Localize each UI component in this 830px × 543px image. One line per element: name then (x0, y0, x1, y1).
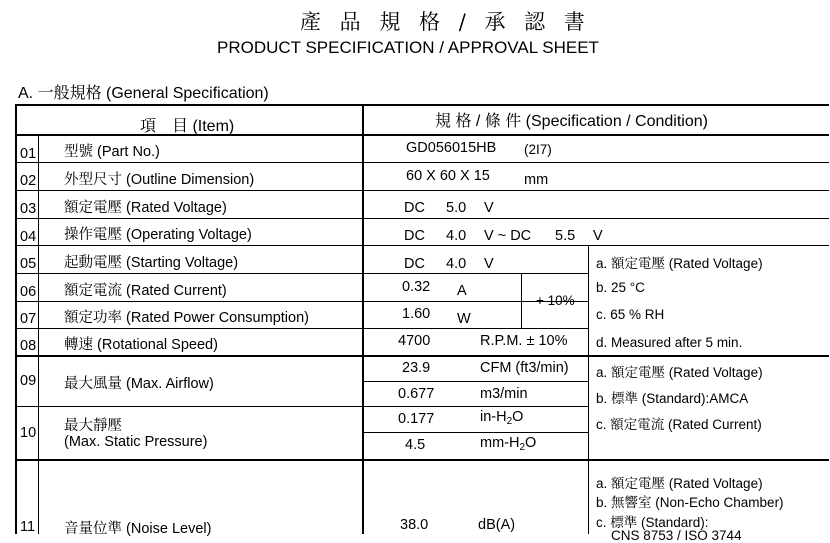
item-label: 操作電壓 (Operating Voltage) (64, 227, 252, 243)
rated-power-unit: W (457, 311, 471, 327)
note-line: b. 25 °C (596, 280, 645, 295)
item-label: 起動電壓 (Starting Voltage) (64, 255, 239, 271)
airflow-cfm-unit: CFM (ft3/min) (480, 360, 569, 376)
note-line: c. 額定電流 (Rated Current) (596, 417, 762, 432)
note-line: d. Measured after 5 min. (596, 335, 743, 350)
speed-value: 4700 (398, 333, 431, 349)
row-number: 11 (20, 519, 36, 535)
operating-voltage-max: 5.5 (555, 228, 576, 244)
operating-voltage-unit2: V (593, 228, 603, 244)
row-number: 06 (20, 284, 37, 300)
rated-voltage-value: 5.0 (446, 200, 467, 216)
column-header-spec: 規 格 / 條 件 (Specification / Condition) (435, 113, 708, 130)
starting-voltage-unit: V (484, 256, 494, 272)
item-label: 額定功率 (Rated Power Consumption) (64, 310, 309, 326)
page-title-cjk: 產 品 規 格 / 承 認 書 (300, 10, 591, 34)
page-title-en: PRODUCT SPECIFICATION / APPROVAL SHEET (217, 38, 599, 57)
item-label: 額定電壓 (Rated Voltage) (64, 200, 227, 216)
noise-unit: dB(A) (478, 517, 516, 533)
rated-current-unit: A (457, 283, 467, 299)
row-number: 04 (20, 229, 37, 245)
part-number-value: GD056015HB (406, 140, 497, 156)
airflow-cfm-value: 23.9 (402, 360, 431, 376)
operating-voltage-prefix: DC (404, 228, 425, 244)
operating-voltage-min: 4.0 (446, 228, 467, 244)
item-label: 型號 (Part No.) (64, 144, 160, 160)
dimension-unit: mm (524, 172, 549, 188)
note-line: b. 標準 (Standard):AMCA (596, 391, 749, 406)
item-label: 最大靜壓 (64, 418, 122, 434)
row-number: 08 (20, 338, 37, 354)
note-line: a. 額定電壓 (Rated Voltage) (596, 256, 763, 271)
row-number: 05 (20, 256, 37, 272)
rated-power-value: 1.60 (402, 306, 431, 322)
pressure-inh2o-value: 0.177 (398, 411, 435, 427)
tolerance-label: + 10% (536, 293, 575, 308)
row-number: 01 (20, 146, 37, 162)
airflow-m3-unit: m3/min (480, 386, 528, 402)
starting-voltage-prefix: DC (404, 256, 425, 272)
note-line: b. 無響室 (Non-Echo Chamber) (596, 495, 784, 510)
item-label: 外型尺寸 (Outline Dimension) (64, 172, 255, 188)
row-number: 07 (20, 311, 37, 327)
note-line: c. 標準 (Standard): (596, 515, 709, 530)
note-line: c. 65 % RH (596, 307, 665, 322)
dimension-value: 60 X 60 X 15 (406, 168, 490, 184)
note-line: a. 額定電壓 (Rated Voltage) (596, 365, 763, 380)
item-label: 最大風量 (Max. Airflow) (64, 376, 214, 392)
operating-voltage-unit: V ~ DC (484, 228, 532, 244)
rated-current-value: 0.32 (402, 279, 431, 295)
row-number: 03 (20, 201, 37, 217)
row-number: 09 (20, 373, 37, 389)
speed-unit: R.P.M. ± 10% (480, 333, 568, 349)
item-label: (Max. Static Pressure) (64, 434, 208, 450)
part-number-extra: (2I7) (524, 142, 552, 157)
pressure-mmh2o-unit: $mm-H_2O$ (480, 435, 537, 453)
starting-voltage-value: 4.0 (446, 256, 467, 272)
section-label: A. 一般規格 (General Specification) (18, 85, 269, 102)
airflow-m3-value: 0.677 (398, 386, 435, 402)
item-label: 額定電流 (Rated Current) (64, 283, 227, 299)
pressure-mmh2o-value: 4.5 (405, 437, 426, 453)
pressure-inh2o-unit: $in-H_2O$ (480, 409, 524, 427)
rated-voltage-prefix: DC (404, 200, 425, 216)
noise-value: 38.0 (400, 517, 429, 533)
row-number: 10 (20, 425, 37, 441)
rated-voltage-unit: V (484, 200, 494, 216)
row-number: 02 (20, 173, 37, 189)
column-header-item: 項 目 (Item) (140, 118, 235, 135)
item-label: 音量位準 (Noise Level) (64, 521, 212, 537)
note-line: CNS 8753 / ISO 3744 (611, 528, 742, 543)
note-line: a. 額定電壓 (Rated Voltage) (596, 476, 763, 491)
item-label: 轉速 (Rotational Speed) (64, 337, 218, 353)
